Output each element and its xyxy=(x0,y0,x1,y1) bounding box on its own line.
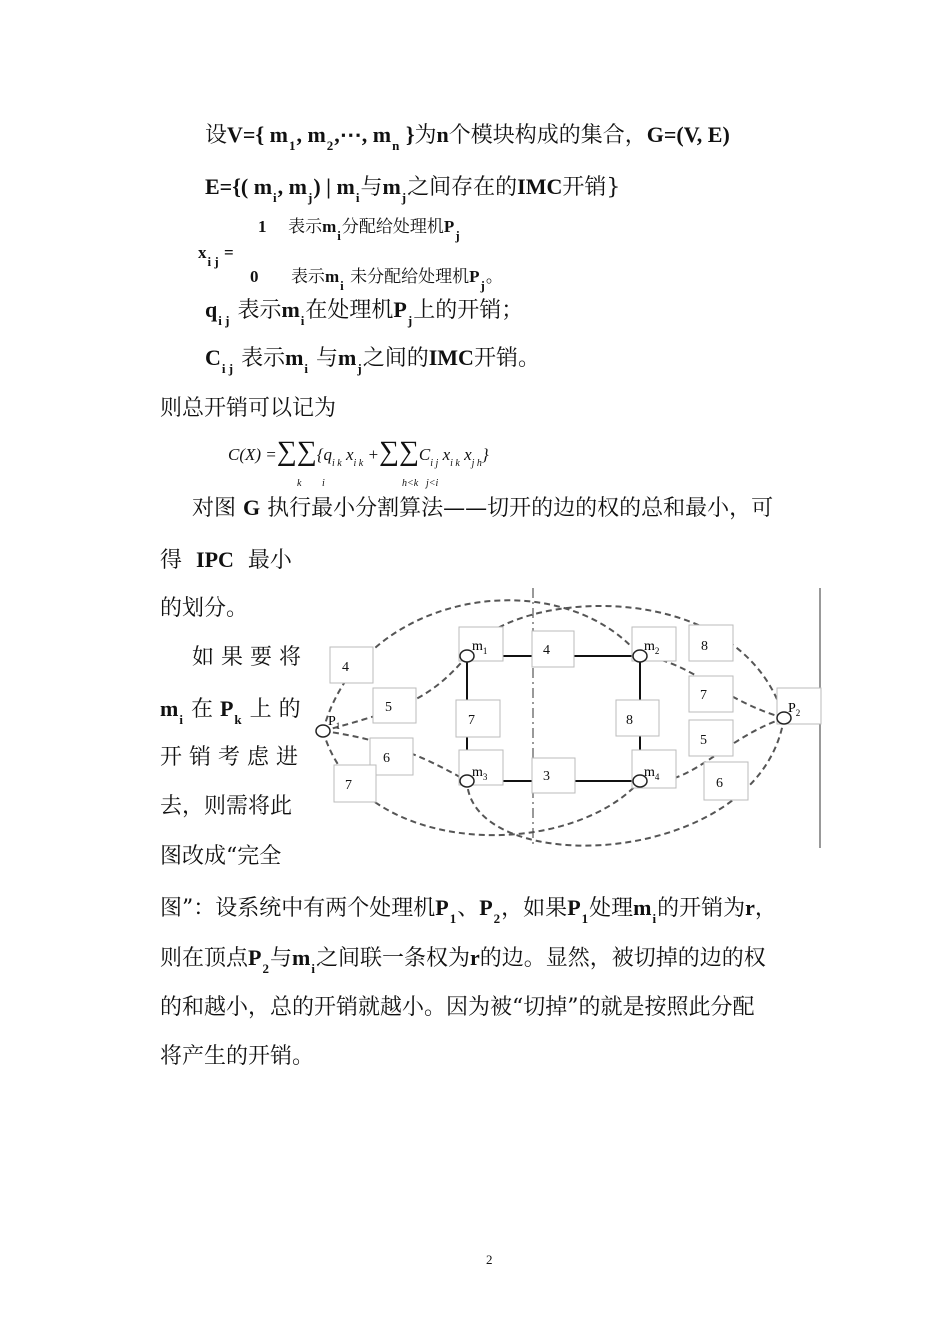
weight-p2-m2: 7 xyxy=(700,688,707,703)
page-number: 2 xyxy=(486,1252,493,1267)
label-p2: $P_2$ xyxy=(788,701,801,718)
paragraph-min-cut-line3: 的划分。 xyxy=(160,596,249,621)
definition-set-v: 设V={ $m_1$, $m_2,\cdots$, $m_n$ }为n个模块构成的集合，G=(V, E) xyxy=(205,122,730,153)
side-text-line3: 开 销 考 虑 进 xyxy=(160,745,298,770)
definition-set-e: E={( $m_i$, $m_j$) | $m_i$与$m_j$之间存在的IMC开销} xyxy=(205,174,621,205)
label-m3: $m_3$ xyxy=(472,765,488,782)
definition-c: $C_{i j}$ 表示$m_i$ 与$m_j$之间的IMC开销。 xyxy=(205,345,540,376)
paragraph-complete-graph-line1: 图”：设系统中有两个处理机$P_1$、$P_2$，如果$P_1$处理$m_i$的开销为r， xyxy=(160,895,777,926)
formula-limit-k: k xyxy=(297,478,302,489)
label-m4: $m_4$ xyxy=(644,765,660,782)
cost-formula: $C(X) =\sum\sum\{q_{i k}$ $x_{i k} +\sum\sum C_{i j}$ $x_{i k}$ $x_{j h}$} xyxy=(228,436,489,469)
x-ij-variable: $x_{i j}$ = xyxy=(198,243,234,269)
weight-p2-bottom: 6 xyxy=(716,776,723,791)
paragraph-min-cut-line2: 得 IPC 最小 xyxy=(160,547,292,573)
weight-p1-m1: 5 xyxy=(385,700,392,715)
case-zero-line: 0 表示$m_i$ 未分配给处理机$P_j$。 xyxy=(250,267,503,293)
weight-p1-m3: 6 xyxy=(383,751,390,766)
weight-p2-m4: 5 xyxy=(700,733,707,748)
definition-q: $q_{i j}$ 表示$m_i$在处理机$P_j$上的开销； xyxy=(205,297,524,328)
formula-limit-j: j<i xyxy=(426,478,439,489)
label-m2: $m_2$ xyxy=(644,639,660,656)
cut-graph-diagram xyxy=(300,585,830,855)
paragraph-complete-graph-line4: 将产生的开销。 xyxy=(160,1044,315,1069)
side-text-line1: 如 果 要 将 xyxy=(192,645,301,670)
label-p1: $P_1$ xyxy=(328,714,341,731)
side-text-line2: $m_i$ 在 $P_k$ 上 的 xyxy=(160,696,301,727)
label-m1: $m_1$ xyxy=(472,639,488,656)
weight-m2-m4: 8 xyxy=(626,713,633,728)
weight-m1-m3: 7 xyxy=(468,713,475,728)
case-one-line: 1 表示$m_i$分配给处理机$P_j$ xyxy=(258,217,460,243)
weight-m1-m2: 4 xyxy=(543,643,550,658)
formula-limit-h: h<k xyxy=(402,478,419,489)
weight-p2-top: 8 xyxy=(701,639,708,654)
weight-m3-m4: 3 xyxy=(543,769,550,784)
weight-p1-top: 4 xyxy=(342,660,349,675)
paragraph-complete-graph-line3: 的和越小，总的开销就越小。因为被“切掉”的就是按照此分配 xyxy=(160,995,755,1020)
paragraph-complete-graph-line2: 则在顶点$P_2$与$m_i$之间联一条权为r的边。显然，被切掉的边的权 xyxy=(160,945,766,976)
formula-limit-i: i xyxy=(322,478,325,489)
weight-p1-bottom: 7 xyxy=(345,778,352,793)
side-text-line5: 图改成“完全 xyxy=(160,844,282,869)
side-text-line4: 去，则需将此 xyxy=(160,794,293,819)
paragraph-min-cut-line1: 对图 G 执行最小分割算法——切开的边的权的总和最小，可 xyxy=(192,495,774,521)
total-cost-intro: 则总开销可以记为 xyxy=(160,396,337,421)
